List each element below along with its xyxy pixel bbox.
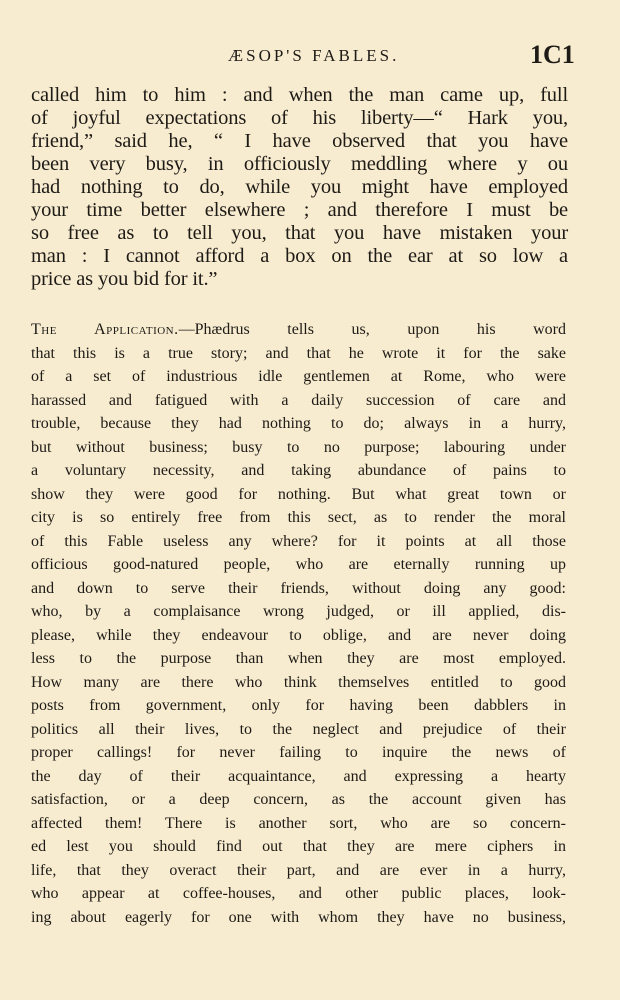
application-section	[31, 318, 566, 929]
application-line: ed lest you should find out that they are mere ciphers in	[31, 838, 566, 855]
application-line: but without business; busy to no purpose; labouring under	[31, 438, 566, 456]
application-line: life, that they overact their part, and are ever in a hurry,	[31, 861, 566, 879]
application-line: harassed and fatigued with a daily succession of care and	[31, 391, 566, 409]
fable-line: your time better elsewhere ; and therefore I must be	[31, 199, 568, 221]
application-line: city is so entirely free from this sect, as to render the moral	[31, 509, 566, 526]
page-number: 1C1	[530, 40, 575, 69]
fable-line: been very busy, in officiously meddling where y ou	[31, 153, 568, 175]
application-first-line	[31, 318, 566, 342]
application-line: satisfaction, or a deep concern, as the account given has	[31, 791, 566, 808]
application-line: show they were good for nothing. But what great town or	[31, 485, 566, 503]
application-line: that this is a true story; and that he wrote it for the sake	[31, 344, 566, 362]
fable-line: of joyful expectations of his liberty—“ Hark you,	[31, 107, 568, 129]
application-line: and down to serve their friends, without doing any good:	[31, 579, 566, 597]
application-line: politics all their lives, to the neglect and prejudice of their	[31, 720, 566, 738]
application-line: trouble, because they had nothing to do; always in a hurry,	[31, 415, 566, 432]
fable-line: price as you bid for it.”	[31, 268, 218, 290]
application-heading: The Application.	[31, 321, 179, 338]
application-line: a voluntary necessity, and taking abundance of pains to	[31, 462, 566, 479]
application-line: please, while they endeavour to oblige, and are never doing	[31, 626, 566, 644]
application-line: of this Fable useless any where? for it points at all those	[31, 532, 566, 550]
application-line: posts from government, only for having been dabblers in	[31, 697, 566, 714]
fable-line: man : I cannot afford a box on the ear at so low a	[31, 245, 568, 267]
application-line: less to the purpose than when they are most employed.	[31, 650, 566, 667]
page-header	[0, 40, 620, 72]
application-line: How many are there who think themselves entitled to good	[31, 673, 566, 691]
application-line: ing about eagerly for one with whom they have no business,	[31, 908, 566, 926]
fable-line: friend,” said he, “ I have observed that you have	[31, 130, 568, 152]
fable-line: had nothing to do, while you might have employed	[31, 176, 568, 198]
application-first-line-text: —Phædrus tells us, upon his word	[178, 321, 566, 338]
application-line: of a set of industrious idle gentlemen at Rome, who were	[31, 368, 566, 385]
running-title: ÆSOP'S FABLES.	[228, 46, 400, 65]
application-line: affected them! There is another sort, who are so concern-	[31, 814, 566, 832]
application-line: the day of their acquaintance, and expressing a hearty	[31, 767, 566, 785]
application-line: officious good-natured people, who are eternally running up	[31, 556, 566, 573]
application-line: who, by a complaisance wrong judged, or ill applied, dis-	[31, 603, 566, 620]
application-line: proper callings! for never failing to inquire the news of	[31, 744, 566, 761]
fable-line: called him to him : and when the man came up, full	[31, 84, 568, 106]
fable-line: so free as to tell you, that you have mistaken your	[31, 222, 568, 244]
application-line: who appear at coffee-houses, and other public places, look-	[31, 885, 566, 902]
fable-text	[31, 84, 568, 291]
